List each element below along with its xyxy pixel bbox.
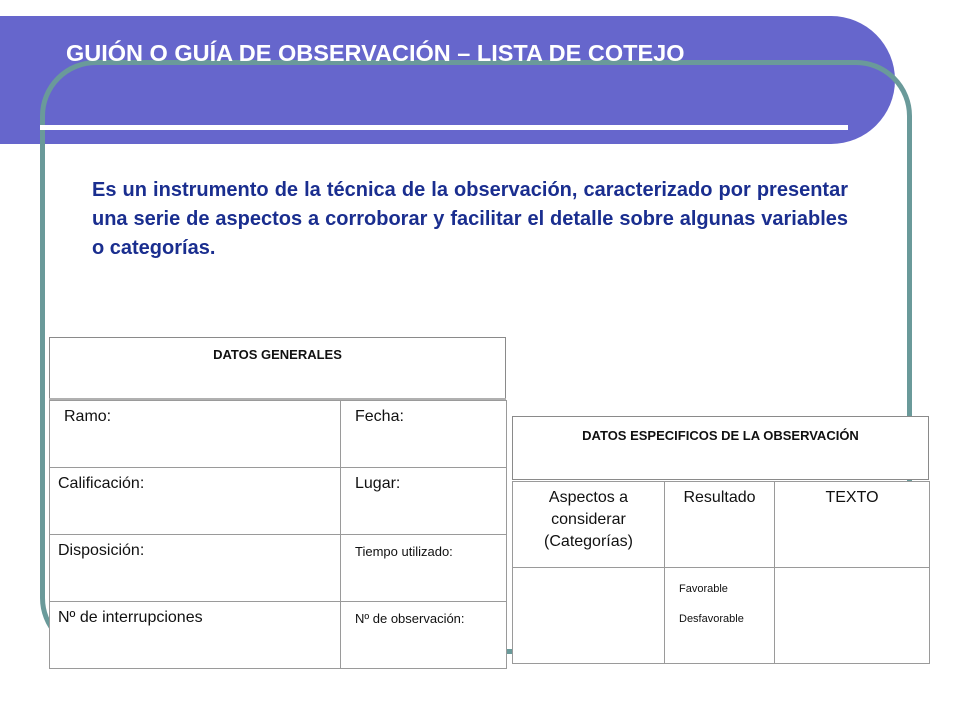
datos-especificos-table: [512, 481, 930, 664]
intro-paragraph: Es un instrumento de la técnica de la observación, caracterizado por presentar una serie de aspectos a corroborar y facilitar el detalle sobre algunas variables o categorías.: [92, 179, 848, 259]
column-header-aspectos: Aspectos a considerar (Categorías): [513, 482, 665, 568]
resultado-options-cell: [665, 568, 775, 664]
datos-especificos-heading: DATOS ESPECIFICOS DE LA OBSERVACIÓN: [513, 417, 929, 480]
table-row: [50, 401, 507, 468]
option-desfavorable: Desfavorable: [679, 613, 744, 625]
table-row: [50, 535, 507, 602]
table-row: [50, 468, 507, 535]
datos-generales-header: [49, 337, 506, 401]
texto-cell: [775, 568, 930, 664]
slide-title: GUIÓN O GUÍA DE OBSERVACIÓN – LISTA DE COTEJO: [66, 40, 685, 66]
aspectos-cell: [513, 568, 665, 664]
table-header-row: [513, 482, 930, 568]
table-row: [50, 602, 507, 669]
disposicion-label: Disposición:: [50, 535, 341, 602]
numero-observacion-label: Nº de observación:: [341, 602, 507, 669]
interrupciones-label: Nº de interrupciones: [50, 602, 341, 669]
lugar-label: Lugar:: [341, 468, 507, 535]
datos-especificos-header: [512, 416, 929, 480]
calificacion-label: Calificación:: [50, 468, 341, 535]
ramo-label: Ramo:: [50, 401, 341, 468]
header-divider: [40, 125, 848, 130]
option-favorable: Favorable: [679, 583, 728, 595]
column-header-resultado: Resultado: [665, 482, 775, 568]
table-row: [513, 568, 930, 664]
column-header-texto: TEXTO: [775, 482, 930, 568]
fecha-label: Fecha:: [341, 401, 507, 468]
tiempo-utilizado-label: Tiempo utilizado:: [341, 535, 507, 602]
datos-generales-heading: DATOS GENERALES: [50, 338, 506, 400]
datos-generales-table: [49, 400, 507, 669]
